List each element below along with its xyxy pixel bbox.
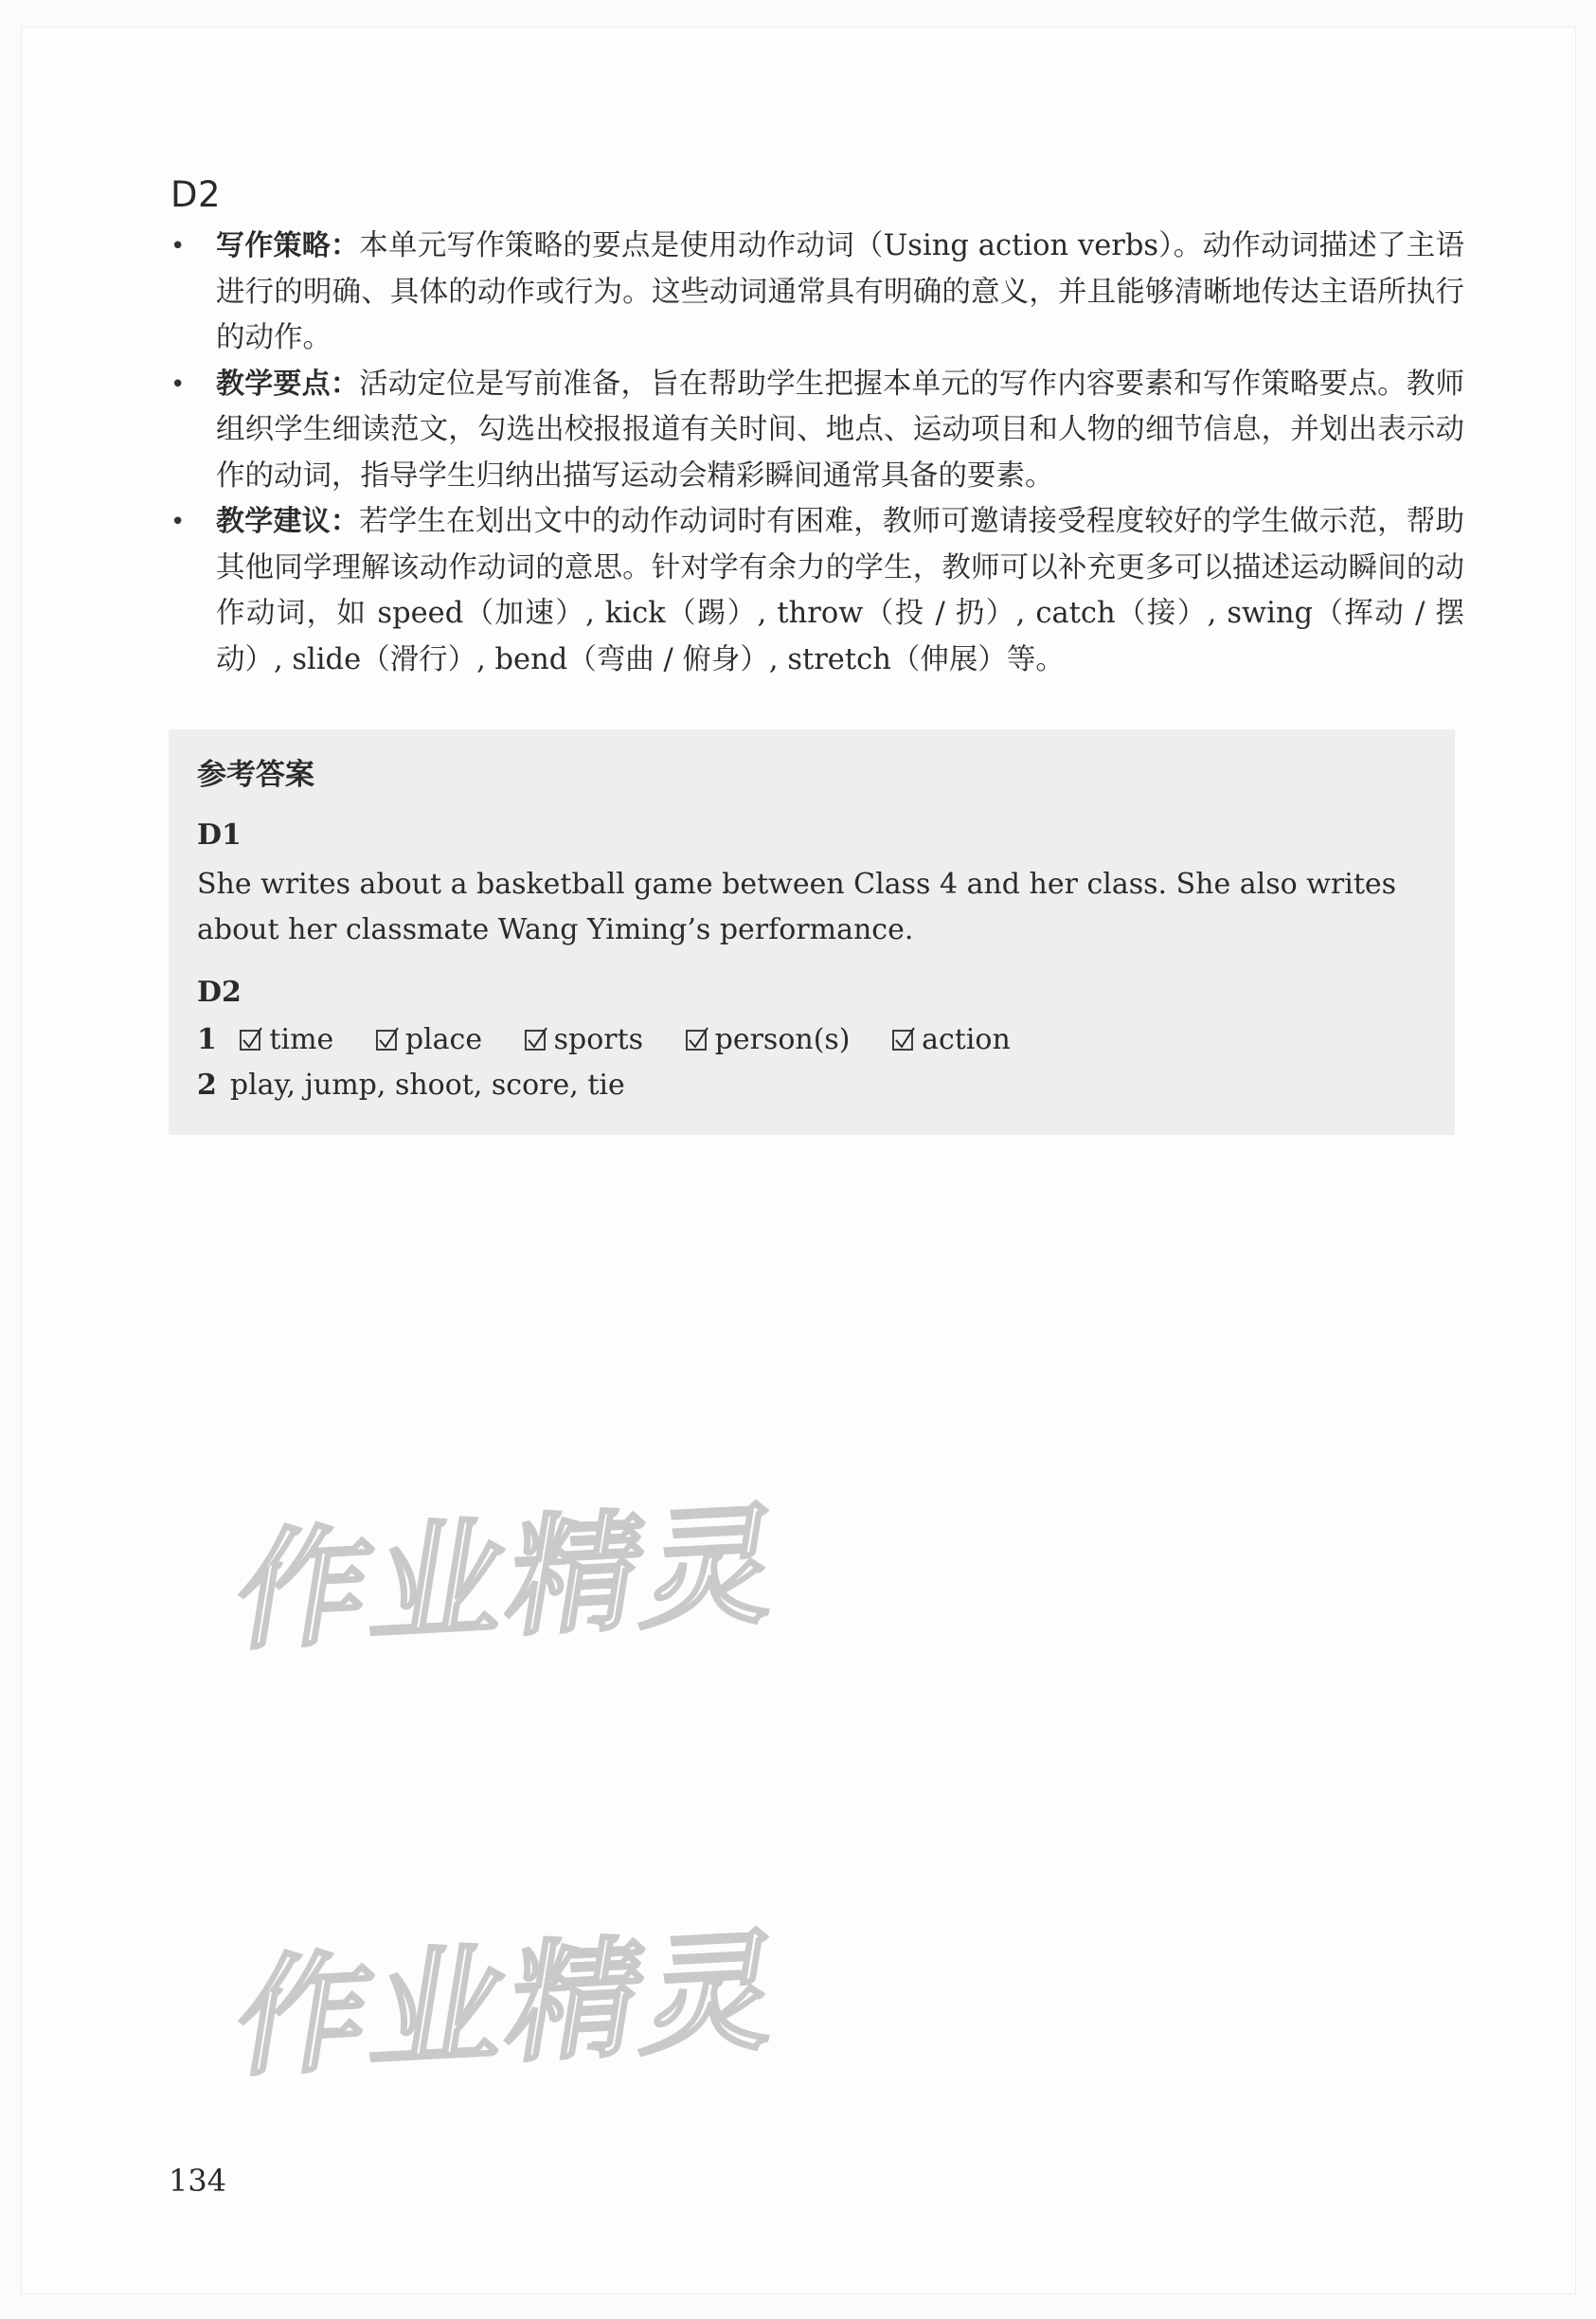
question-number: 2 [197, 1069, 217, 1102]
checklist-label: person(s) [714, 1023, 851, 1056]
answer-key-title: 参考答案 [197, 758, 314, 792]
watermark: 作业精灵 [225, 1488, 794, 1669]
bullet-text: 活动定位是写前准备，旨在帮助学生把握本单元的写作内容要素和写作策略要点。教师组织学生细读范文，勾选出校报报道有关时间、地点、运动项目和人物的细节信息，并划出表示动作的动词，指导学生归纳出描写运动会精彩瞬间通常具备的要素。 [216, 367, 1465, 493]
page-number: 134 [169, 2163, 227, 2199]
checked-box-icon [524, 1027, 548, 1052]
d1-label: D1 [197, 818, 242, 852]
d2-label: D2 [197, 976, 242, 1009]
checklist-item-action [891, 1021, 1011, 1059]
bullet-text: 本单元写作策略的要点是使用动作动词（Using action verbs）。动作动词描述了主语进行的明确、具体的动作或行为。这些动词通常具有明确的意义，并且能够清晰地传达主语所执行的动作。 [216, 229, 1464, 354]
bullet-title: 写作策略： [216, 229, 360, 262]
checklist-label: action [922, 1023, 1011, 1056]
question-number: 1 [197, 1023, 217, 1056]
checked-box-icon [891, 1027, 916, 1052]
checklist-item-persons [685, 1021, 851, 1059]
d1-answer-text: She writes about a basketball game between Class 4 and her class. She also writes about her classmate Wang Yiming’s performance. [197, 868, 1397, 946]
checklist-item-time [239, 1021, 333, 1059]
section-heading: D2 [170, 174, 222, 215]
checked-box-icon [239, 1027, 263, 1052]
checklist-label: sports [553, 1023, 644, 1056]
d2-answer-text: play, jump, shoot, score, tie [229, 1069, 625, 1102]
d2-question-2 [197, 1067, 625, 1105]
list-item [167, 362, 1464, 500]
answer-key-box [169, 729, 1455, 1135]
bullet-text: 若学生在划出文中的动作动词时有困难，教师可邀请接受程度较好的学生做示范，帮助其他同学理解该动作动词的意思。针对学有余力的学生，教师可以补充更多可以描述运动瞬间的动作动词，如 speed（加速）, kick（踢）, throw（投 / 扔）, catch（接）, swing（挥动 / 摆动）, slide（滑行）, bend（弯曲 / 俯身）, stretch（伸展）等。 [216, 505, 1465, 676]
bullet-title: 教学要点： [216, 367, 360, 401]
list-item [167, 499, 1464, 683]
checked-box-icon [375, 1027, 400, 1052]
teaching-notes-list [167, 224, 1464, 683]
list-item [167, 224, 1464, 362]
watermark: 作业精灵 [225, 1915, 794, 2095]
checklist-label: time [269, 1023, 334, 1056]
checklist-item-place [375, 1021, 482, 1059]
checklist-label: place [404, 1023, 483, 1056]
d2-question-1 [197, 1021, 1043, 1059]
checklist-item-sports [524, 1021, 643, 1059]
checked-box-icon [685, 1027, 709, 1052]
bullet-title: 教学建议： [216, 505, 360, 538]
